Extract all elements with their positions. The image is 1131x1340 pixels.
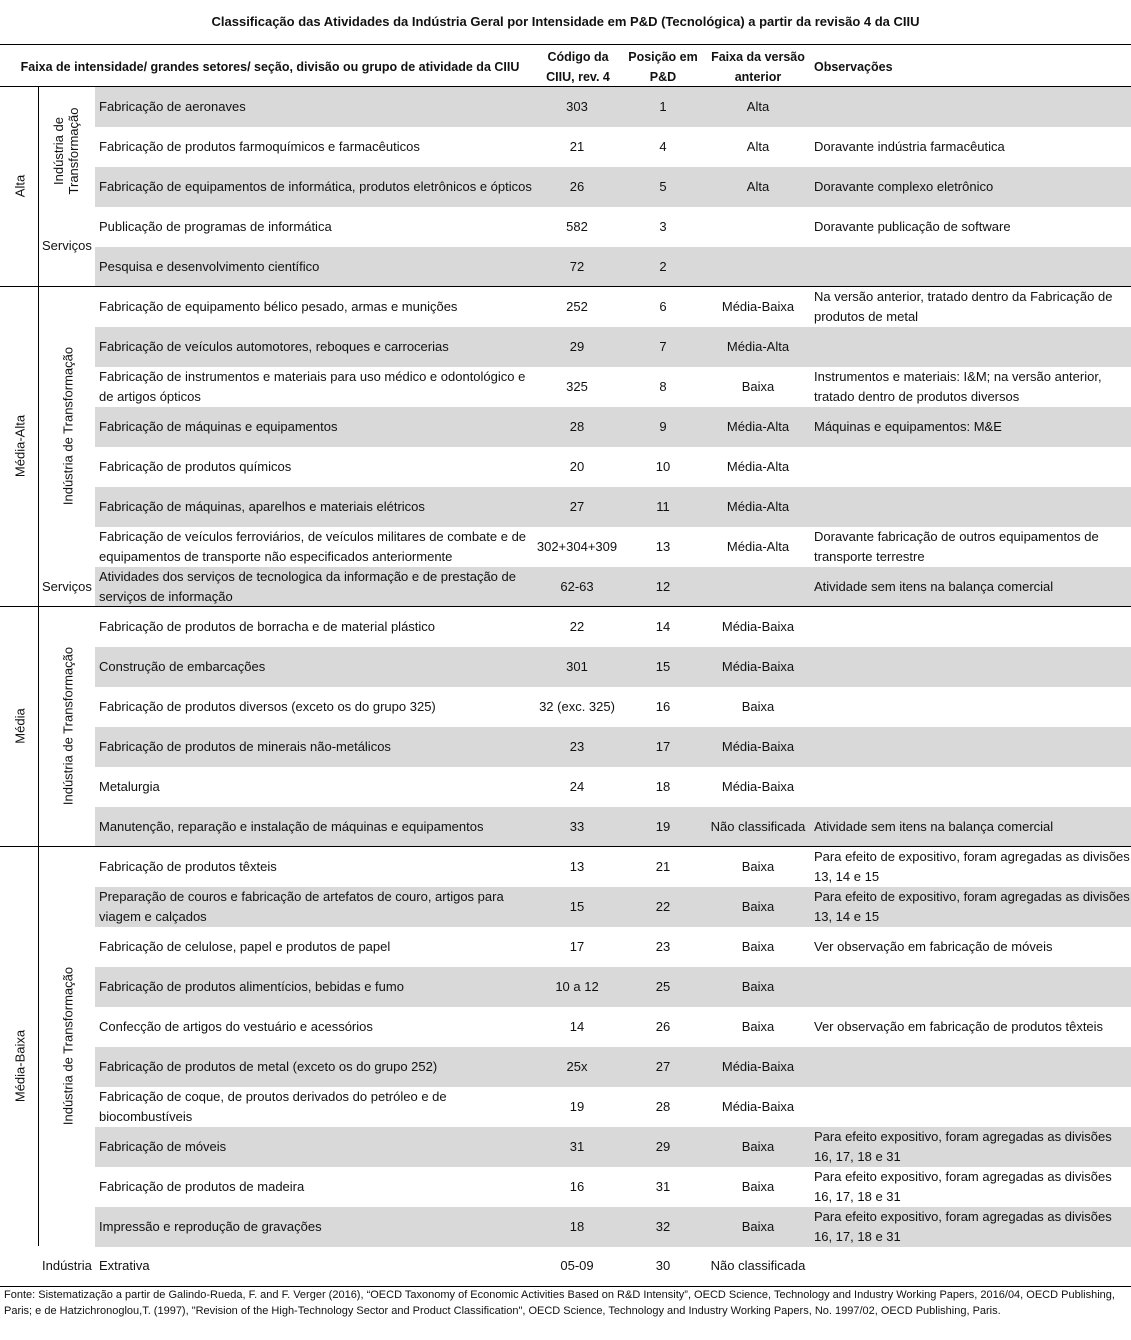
previous-band-cell: Baixa [741, 1179, 775, 1194]
code-cell: 14 [569, 1019, 585, 1034]
observation-cell [814, 487, 1130, 527]
band-rule [0, 606, 1131, 607]
observation-cell [814, 727, 1130, 767]
activity-cell: Manutenção, reparação e instalação de máquinas e equipamentos [99, 819, 484, 834]
code-cell: 26 [569, 179, 585, 194]
sector-label-industria: Indústria [42, 1258, 92, 1273]
table-row [95, 607, 1131, 647]
activity-cell: Construção de embarcações [99, 659, 266, 674]
position-cell: 26 [655, 1019, 671, 1034]
observation-cell: Instrumentos e materiais: I&M; na versão anterior, tratado dentro de produtos diversos [814, 369, 1102, 404]
activity-cell: Fabricação de produtos diversos (exceto os do grupo 325) [99, 699, 436, 714]
position-cell: 10 [655, 459, 671, 474]
position-cell: 32 [655, 1219, 671, 1234]
previous-band-cell: Média-Alta [726, 459, 790, 474]
activity-cell: Preparação de couros e fabricação de artefatos de couro, artigos para viagem e calçados [99, 889, 504, 924]
band-rule [0, 846, 1131, 847]
table-row [95, 327, 1131, 367]
code-cell: 62-63 [560, 579, 594, 594]
code-cell: 21 [569, 139, 585, 154]
sector-label-servicos-alta: Serviços [42, 238, 92, 253]
table-row [95, 967, 1131, 1007]
activity-cell: Fabricação de produtos alimentícios, bebidas e fumo [99, 979, 404, 994]
sector-label-ind-transf-media-baixa: Indústria de Transformação [60, 966, 76, 1126]
observation-cell: Para efeito expositivo, foram agregadas as divisões 16, 17, 18 e 31 [814, 1129, 1112, 1164]
code-cell: 582 [566, 219, 588, 234]
position-cell: 6 [659, 299, 667, 314]
activity-cell: Atividades dos serviços de tecnologica da informação e de prestação de serviços de informação [99, 569, 516, 604]
observation-cell [814, 687, 1130, 727]
position-cell: 23 [655, 939, 671, 954]
previous-band-cell: Baixa [741, 699, 775, 714]
table-row [95, 847, 1131, 887]
table-row [95, 647, 1131, 687]
previous-band-cell: Baixa [741, 1139, 775, 1154]
position-cell: 5 [659, 179, 667, 194]
observation-cell [814, 1087, 1130, 1127]
code-cell: 25x [566, 1059, 588, 1074]
position-cell: 16 [655, 699, 671, 714]
observation-cell [814, 447, 1130, 487]
previous-band-cell: Baixa [741, 1219, 775, 1234]
observation-cell [814, 247, 1130, 287]
code-cell: 16 [569, 1179, 585, 1194]
activity-cell: Fabricação de produtos de madeira [99, 1179, 305, 1194]
observation-cell [814, 327, 1130, 367]
observation-cell: Ver observação em fabricação de produtos têxteis [814, 1019, 1104, 1034]
position-cell: 27 [655, 1059, 671, 1074]
band-rule [0, 286, 1131, 287]
code-cell: 33 [569, 819, 585, 834]
table-row [95, 367, 1131, 407]
position-cell: 29 [655, 1139, 671, 1154]
code-cell: 27 [569, 499, 585, 514]
activity-cell: Fabricação de produtos de borracha e de material plástico [99, 619, 436, 634]
extrativa-previous-band: Não classificada [710, 1258, 806, 1273]
code-cell: 18 [569, 1219, 585, 1234]
sector-label-ind-transf-media-alta: Indústria de Transformação [60, 346, 76, 506]
code-cell: 29 [569, 339, 585, 354]
code-cell: 19 [569, 1099, 585, 1114]
table-row [95, 727, 1131, 767]
code-cell: 325 [566, 379, 588, 394]
activity-cell: Fabricação de veículos ferroviários, de veículos militares de combate e de equipamentos de transporte não especificados anteriormente [99, 529, 527, 564]
observation-cell: Doravante publicação de software [814, 219, 1011, 234]
table-row [95, 87, 1131, 127]
previous-band-cell: Alta [746, 99, 770, 114]
position-cell: 9 [659, 419, 667, 434]
position-cell: 31 [655, 1179, 671, 1194]
position-cell: 1 [659, 99, 667, 114]
position-cell: 13 [655, 539, 671, 554]
table-row [95, 167, 1131, 207]
previous-band-cell: Alta [746, 139, 770, 154]
previous-band-cell [702, 567, 814, 607]
table-row [95, 767, 1131, 807]
table-row [95, 207, 1131, 247]
position-cell: 25 [655, 979, 671, 994]
previous-band-cell: Baixa [741, 939, 775, 954]
header-posicao: Posição em P&D [628, 50, 698, 84]
table-row [95, 447, 1131, 487]
code-cell: 302+304+309 [536, 539, 618, 554]
previous-band-cell: Média-Alta [726, 339, 790, 354]
table-row [95, 687, 1131, 727]
observation-cell: Doravante indústria farmacêutica [814, 139, 1005, 154]
previous-band-cell: Média-Baixa [721, 1059, 795, 1074]
position-cell: 3 [659, 219, 667, 234]
observation-cell [814, 967, 1130, 1007]
previous-band-cell: Baixa [741, 379, 775, 394]
sector-label-servicos-media-alta: Serviços [42, 579, 92, 594]
activity-cell: Fabricação de móveis [99, 1139, 227, 1154]
header-codigo: Código da CIIU, rev. 4 [546, 50, 610, 84]
position-cell: 18 [655, 779, 671, 794]
activity-cell: Fabricação de máquinas, aparelhos e materiais elétricos [99, 499, 425, 514]
previous-band-cell: Média-Baixa [721, 739, 795, 754]
observation-cell: Atividade sem itens na balança comercial [814, 579, 1054, 594]
activity-cell: Impressão e reprodução de gravações [99, 1219, 322, 1234]
code-cell: 23 [569, 739, 585, 754]
extrativa-position: 30 [655, 1258, 671, 1273]
observation-cell: Na versão anterior, tratado dentro da Fabricação de produtos de metal [814, 289, 1113, 324]
activity-cell: Fabricação de aeronaves [99, 99, 246, 114]
observation-cell: Ver observação em fabricação de móveis [814, 939, 1053, 954]
observation-cell: Doravante fabricação de outros equipamentos de transporte terrestre [814, 529, 1099, 564]
code-cell: 301 [566, 659, 588, 674]
previous-band-cell: Média-Baixa [721, 619, 795, 634]
extrativa-code: 05-09 [560, 1258, 594, 1273]
activity-cell: Fabricação de equipamentos de informática, produtos eletrônicos e ópticos [99, 179, 532, 194]
previous-band-cell: Não classificada [710, 819, 806, 834]
position-cell: 19 [655, 819, 671, 834]
code-cell: 252 [566, 299, 588, 314]
position-cell: 22 [655, 899, 671, 914]
previous-band-cell [702, 207, 814, 247]
observation-cell [814, 1047, 1130, 1087]
table-row [95, 487, 1131, 527]
position-cell: 17 [655, 739, 671, 754]
band-label-media-baixa: Média-Baixa [12, 1029, 28, 1103]
code-cell: 17 [569, 939, 585, 954]
page-title: Classificação das Atividades da Indústria Geral por Intensidade em P&D (Tecnológica) a partir da revisão 4 da CIIU [211, 14, 920, 29]
observation-cell: Para efeito expositivo, foram agregadas as divisões 16, 17, 18 e 31 [814, 1209, 1112, 1244]
previous-band-cell: Baixa [741, 1019, 775, 1034]
observation-cell [814, 607, 1130, 647]
table-row [95, 887, 1131, 927]
code-cell: 15 [569, 899, 585, 914]
position-cell: 14 [655, 619, 671, 634]
header-observacoes: Observações [814, 60, 893, 74]
code-cell: 32 (exc. 325) [539, 699, 615, 714]
table-row [95, 287, 1131, 327]
header-faixa: Faixa de intensidade/ grandes setores/ seção, divisão ou grupo de atividade da CIIU [20, 60, 520, 74]
position-cell: 7 [659, 339, 667, 354]
table-row [95, 127, 1131, 167]
activity-cell: Fabricação de produtos farmoquímicos e farmacêuticos [99, 139, 420, 154]
code-cell: 303 [566, 99, 588, 114]
code-cell: 28 [569, 419, 585, 434]
table-row [95, 567, 1131, 607]
activity-cell: Fabricação de produtos de metal (exceto os do grupo 252) [99, 1059, 438, 1074]
activity-cell: Fabricação de produtos têxteis [99, 859, 277, 874]
activity-cell: Fabricação de produtos químicos [99, 459, 292, 474]
band-label-media-alta: Média-Alta [12, 414, 28, 478]
activity-cell: Fabricação de celulose, papel e produtos de papel [99, 939, 391, 954]
previous-band-cell: Baixa [741, 979, 775, 994]
table-row [95, 527, 1131, 567]
activity-cell: Fabricação de equipamento bélico pesado, armas e munições [99, 299, 458, 314]
observation-cell: Para efeito de expositivo, foram agregadas as divisões 13, 14 e 15 [814, 889, 1130, 924]
band-label-alta: Alta [12, 174, 28, 198]
band-label-media: Média [12, 708, 28, 744]
previous-band-cell: Média-Baixa [721, 659, 795, 674]
previous-band-cell: Média-Alta [726, 499, 790, 514]
table-row [95, 247, 1131, 287]
sector-label-extrativa: Extrativa [99, 1258, 150, 1273]
position-cell: 2 [659, 259, 667, 274]
position-cell: 12 [655, 579, 671, 594]
previous-band-cell: Alta [746, 179, 770, 194]
observation-cell [814, 647, 1130, 687]
previous-band-cell: Média-Baixa [721, 779, 795, 794]
table-row [95, 1207, 1131, 1247]
observation-cell [814, 767, 1130, 807]
band-column-rule [38, 86, 39, 1246]
table-row [95, 927, 1131, 967]
code-cell: 22 [569, 619, 585, 634]
code-cell: 10 a 12 [555, 979, 599, 994]
activity-cell: Fabricação de instrumentos e materiais para uso médico e odontológico e de artigos ópticos [99, 369, 526, 404]
observation-cell: Para efeito expositivo, foram agregadas as divisões 16, 17, 18 e 31 [814, 1169, 1112, 1204]
header-versao: Faixa da versão anterior [711, 50, 805, 84]
previous-band-cell: Baixa [741, 859, 775, 874]
activity-cell: Fabricação de máquinas e equipamentos [99, 419, 338, 434]
activity-cell: Fabricação de coque, de proutos derivados do petróleo e de biocombustíveis [99, 1089, 447, 1124]
observation-cell: Máquinas e equipamentos: M&E [814, 419, 1002, 434]
activity-cell: Publicação de programas de informática [99, 219, 332, 234]
table-row [95, 1127, 1131, 1167]
previous-band-cell: Média-Baixa [721, 1099, 795, 1114]
activity-cell: Confecção de artigos do vestuário e acessórios [99, 1019, 373, 1034]
table-row [95, 1007, 1131, 1047]
position-cell: 28 [655, 1099, 671, 1114]
observation-cell [814, 87, 1130, 127]
observation-cell: Doravante complexo eletrônico [814, 179, 994, 194]
position-cell: 4 [659, 139, 667, 154]
observation-cell: Para efeito de expositivo, foram agregadas as divisões 13, 14 e 15 [814, 849, 1130, 884]
previous-band-cell: Média-Alta [726, 419, 790, 434]
position-cell: 15 [655, 659, 671, 674]
previous-band-cell [702, 247, 814, 287]
position-cell: 21 [655, 859, 671, 874]
previous-band-cell: Baixa [741, 899, 775, 914]
activity-cell: Fabricação de veículos automotores, reboques e carrocerias [99, 339, 449, 354]
header-top-rule [0, 44, 1131, 45]
table-row [95, 407, 1131, 447]
code-cell: 13 [569, 859, 585, 874]
observation-cell: Atividade sem itens na balança comercial [814, 819, 1054, 834]
activity-cell: Fabricação de produtos de minerais não-metálicos [99, 739, 391, 754]
code-cell: 24 [569, 779, 585, 794]
table-row [95, 1087, 1131, 1127]
table-row [95, 1167, 1131, 1207]
code-cell: 31 [569, 1139, 585, 1154]
table-row [95, 807, 1131, 847]
sector-label-ind-transf-media: Indústria de Transformação [60, 646, 76, 806]
table-row [95, 1047, 1131, 1087]
code-cell: 20 [569, 459, 585, 474]
previous-band-cell: Média-Alta [726, 539, 790, 554]
code-cell: 72 [569, 259, 585, 274]
activity-cell: Pesquisa e desenvolvimento científico [99, 259, 320, 274]
sector-label-ind-transf-alta: Indústria de Transformação [51, 107, 81, 195]
position-cell: 11 [656, 499, 670, 514]
activity-cell: Metalurgia [99, 779, 160, 794]
position-cell: 8 [659, 379, 667, 394]
source-note: Fonte: Sistematização a partir de Galindo-Rueda, F. and F. Verger (2016), “OECD Taxonomy of Economic Activities Based on R&D Intensity”, OECD Science, Technology and Industry Working Papers, 2016/04, OECD Publishing, Paris; e de Hatzichronoglou,T. (1997), "Revision of the High-Technology Sector and Product Classification", OECD Science, Technology and Industry Working Papers, No. 1997/02, OECD Publishing, Paris. [4, 1289, 1115, 1317]
previous-band-cell: Média-Baixa [721, 299, 795, 314]
